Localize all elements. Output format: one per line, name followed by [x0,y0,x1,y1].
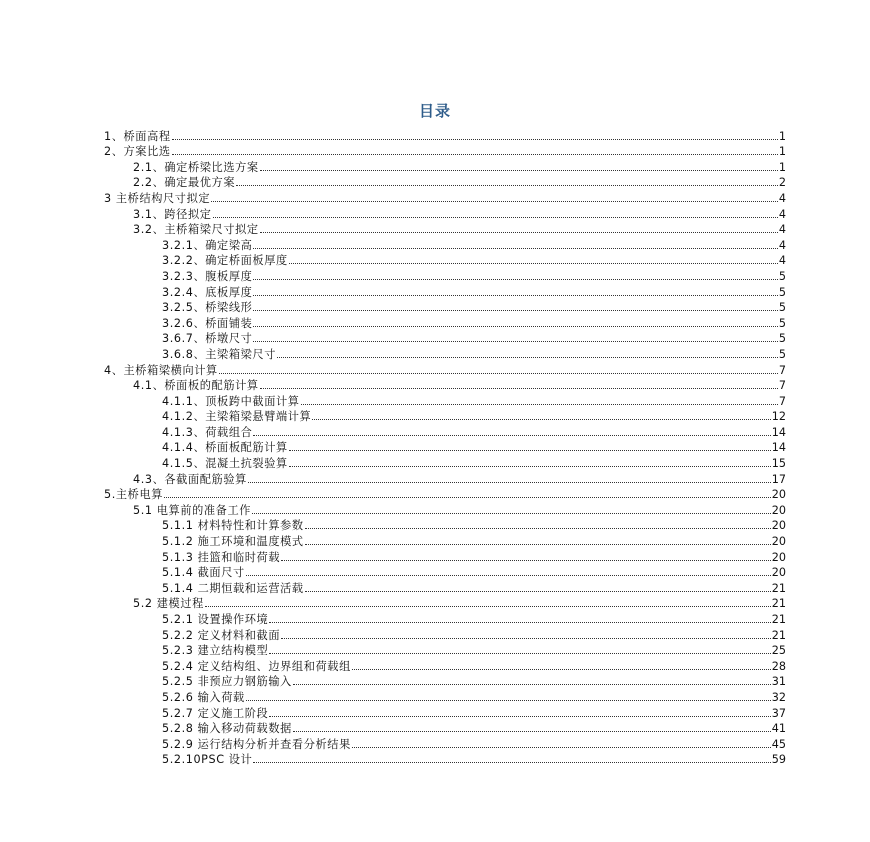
toc-entry[interactable] [104,299,786,315]
toc-page-number: 20 [771,503,786,517]
toc-page-number: 20 [771,550,786,564]
toc-entry[interactable] [104,143,786,159]
toc-entry-text: 5.2 建模过程 [133,597,204,611]
toc-entry[interactable] [104,127,786,143]
toc-entry-text: 5.2.6 输入荷载 [162,690,245,704]
dot-leader [281,638,771,639]
dot-leader [246,575,771,576]
toc-entry-text: 3 主桥结构尺寸拟定 [104,191,211,205]
toc-page-number: 37 [771,706,786,720]
toc-entry-text: 5.2.10PSC 设计 [162,753,253,767]
toc-page-number: 5 [778,316,786,330]
dot-leader [213,217,778,218]
dot-leader [305,591,771,592]
dot-leader [269,622,770,623]
dot-leader [269,653,770,654]
toc-entry-text: 3.1、跨径拟定 [133,207,212,221]
toc-entry-text: 3.2.3、腹板厚度 [162,269,253,283]
toc-entry-text: 3.2.2、确定桥面板厚度 [162,254,288,268]
toc-page-number: 17 [771,472,786,486]
toc-entry-text: 3.2.6、桥面铺装 [162,316,253,330]
dot-leader [253,341,777,342]
dot-leader [253,295,777,296]
toc-entry-text: 5.2.4 定义结构组、边界组和荷载组 [162,659,351,673]
toc-entry[interactable] [104,673,786,689]
toc-page-number: 14 [771,441,786,455]
toc-page-number: 20 [771,535,786,549]
toc-entry[interactable] [104,236,786,252]
toc-entry[interactable] [104,392,786,408]
toc-entry-text: 3.2.4、底板厚度 [162,285,253,299]
dot-leader [164,497,771,498]
toc-page-number: 5 [778,285,786,299]
toc-entry[interactable] [104,720,786,736]
toc-page-number: 4 [778,238,786,252]
toc-entry-text: 5.2.5 非预应力钢筋输入 [162,675,292,689]
toc-entry[interactable] [104,423,786,439]
toc-entry[interactable] [104,252,786,268]
toc-page-number: 4 [778,254,786,268]
dot-leader [305,528,771,529]
toc-page-number: 4 [778,191,786,205]
dot-leader [260,232,778,233]
toc-page-number: 5 [778,301,786,315]
dot-leader [352,747,771,748]
toc-entry-text: 5.2.1 设置操作环境 [162,613,269,626]
toc-entry[interactable] [104,189,786,205]
dot-leader [305,544,771,545]
dot-leader [172,154,778,155]
toc-page-number: 12 [771,410,786,424]
toc-entry-text: 5.2.7 定义施工阶段 [162,706,269,720]
toc-entry[interactable] [104,377,786,393]
dot-leader [352,669,771,670]
toc-entry-text: 5.2.3 建立结构模型 [162,644,269,658]
toc-page-number: 32 [771,690,786,704]
toc-page-number: 21 [771,613,786,626]
toc-entry[interactable] [104,330,786,346]
toc-entry[interactable] [104,501,786,517]
toc-page-number: 14 [771,425,786,439]
toc-page-number: 5 [778,269,786,283]
toc-entry[interactable] [104,657,786,673]
toc-entry-text: 5.1.3 挂篮和临时荷载 [162,550,281,564]
dot-leader [246,700,771,701]
toc-page-number: 21 [771,628,786,642]
dot-leader [312,419,770,420]
toc-entry[interactable] [104,221,786,237]
toc-page-number: 2 [778,176,786,190]
toc-entry-text: 3.2.5、桥梁线形 [162,301,253,315]
dot-leader [236,185,778,186]
toc-entry-text: 4.1.3、荷载组合 [162,425,253,439]
dot-leader [172,139,778,140]
toc-entry[interactable] [104,361,786,377]
dot-leader [253,279,777,280]
toc-entry-text: 5.2.2 定义材料和截面 [162,628,281,642]
dot-leader [289,466,771,467]
toc-page-number: 5 [778,332,786,346]
table-of-contents [104,127,786,766]
toc-entry-text: 5.1 电算前的准备工作 [133,503,252,517]
toc-entry-text: 4.1.1、顶板跨中截面计算 [162,394,300,408]
dot-leader [281,560,771,561]
toc-page-number: 1 [778,129,786,143]
toc-entry[interactable] [104,564,786,580]
toc-entry[interactable] [104,548,786,564]
toc-entry-text: 4.3、各截面配筋验算 [133,472,247,486]
toc-entry[interactable] [104,642,786,658]
toc-entry[interactable] [104,688,786,704]
toc-page-number: 20 [771,519,786,533]
toc-entry-text: 5.1.4 二期恒载和运营活载 [162,581,304,595]
toc-entry-text: 3.2.1、确定梁高 [162,238,253,252]
toc-entry[interactable] [104,345,786,361]
toc-entry-text: 5.1.4 截面尺寸 [162,566,245,580]
toc-entry[interactable] [104,579,786,595]
toc-page-number: 31 [771,675,786,689]
toc-page-number: 5 [778,347,786,361]
toc-entry-text: 5.1.2 施工环境和温度模式 [162,535,304,549]
toc-page-number: 21 [771,581,786,595]
dot-leader [253,248,777,249]
toc-page-number: 1 [778,160,786,174]
dot-leader [260,388,778,389]
dot-leader [301,404,778,405]
dot-leader [248,482,771,483]
toc-entry-text: 4、主桥箱梁横向计算 [104,363,218,377]
toc-page-number: 59 [771,753,786,767]
toc-page-number: 41 [771,722,786,736]
toc-entry[interactable] [104,735,786,751]
toc-page-number: 45 [771,737,786,751]
toc-entry-text: 3.2、主桥箱梁尺寸拟定 [133,223,259,237]
toc-entry[interactable] [104,283,786,299]
toc-entry-text: 3.6.7、桥墩尺寸 [162,332,253,346]
dot-leader [219,373,778,374]
toc-page-number: 4 [778,207,786,221]
dot-leader [253,435,770,436]
dot-leader [289,450,771,451]
dot-leader [253,326,777,327]
toc-entry-text: 4.1.4、桥面板配筋计算 [162,441,288,455]
toc-page-number: 1 [778,145,786,159]
toc-page-number: 7 [778,363,786,377]
toc-entry-text: 3.6.8、主梁箱梁尺寸 [162,347,276,361]
toc-entry[interactable] [104,486,786,502]
toc-entry[interactable] [104,470,786,486]
toc-page-number: 20 [771,488,786,502]
toc-entry[interactable] [104,205,786,221]
dot-leader [293,731,771,732]
dot-leader [253,762,770,763]
toc-page-number: 7 [778,394,786,408]
toc-page-number: 25 [771,644,786,658]
toc-entry[interactable] [104,174,786,190]
toc-entry-text: 4.1、桥面板的配筋计算 [133,379,259,393]
toc-entry[interactable] [104,532,786,548]
toc-entry[interactable] [104,158,786,174]
dot-leader [253,310,777,311]
toc-entry[interactable] [104,267,786,283]
toc-page-number: 28 [771,659,786,673]
toc-entry[interactable] [104,517,786,533]
toc-entry[interactable] [104,704,786,720]
dot-leader [252,513,771,514]
dot-leader [289,263,778,264]
toc-page-number: 7 [778,379,786,393]
toc-page-number: 4 [778,223,786,237]
toc-page-number: 15 [771,457,786,471]
toc-entry-text: 5.1.1 材料特性和计算参数 [162,519,304,533]
dot-leader [211,201,778,202]
toc-entry-text: 4.1.2、主梁箱梁悬臂端计算 [162,410,312,424]
toc-entry-text: 5.2.8 输入移动荷载数据 [162,722,292,736]
toc-entry-text: 2.1、确定桥梁比选方案 [133,160,259,174]
toc-entry[interactable] [104,408,786,424]
toc-entry-text: 4.1.5、混凝土抗裂验算 [162,457,288,471]
toc-entry[interactable] [104,595,786,611]
toc-entry[interactable] [104,626,786,642]
dot-leader [293,684,771,685]
toc-entry-text: 5.主桥电算 [104,488,164,502]
dot-leader [269,716,770,717]
toc-entry[interactable] [104,314,786,330]
toc-entry-text: 1、桥面高程 [104,129,171,143]
toc-entry-text: 2、方案比选 [104,145,171,159]
toc-title: 目录 [418,102,451,120]
dot-leader [277,357,778,358]
dot-leader [260,170,778,171]
toc-entry[interactable] [104,439,786,455]
toc-entry[interactable] [104,454,786,470]
toc-entry[interactable] [104,751,786,767]
toc-entry[interactable] [104,610,786,626]
toc-page-number: 20 [771,566,786,580]
dot-leader [205,606,771,607]
toc-page-number: 21 [771,597,786,611]
toc-entry-text: 5.2.9 运行结构分析并查看分析结果 [162,737,351,751]
toc-entry-text: 2.2、确定最优方案 [133,176,236,190]
